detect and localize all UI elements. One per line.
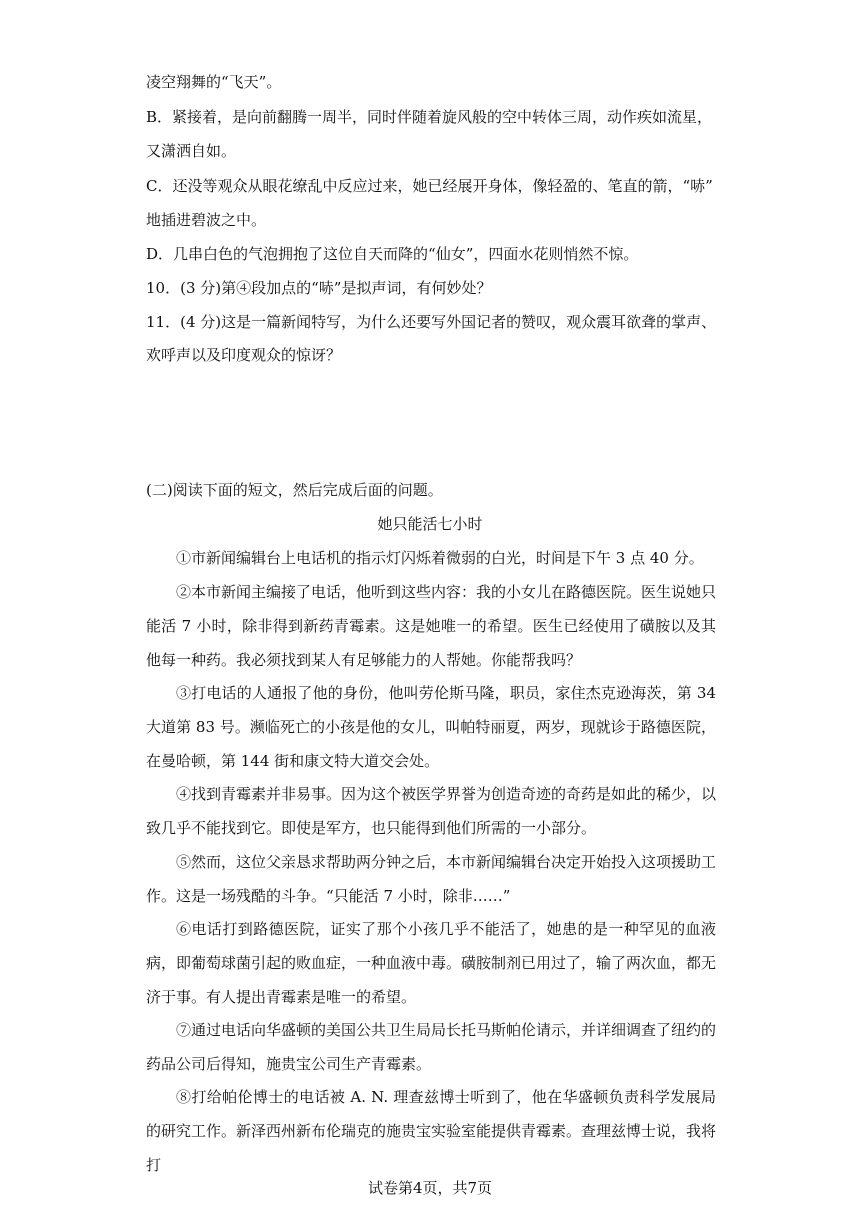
question-11: 11．(4 分)这是一篇新闻特写，为什么还要写外国记者的赞叹，观众震耳欲聋的掌声、 bbox=[146, 313, 717, 331]
option-d: D．几串白色的气泡拥抱了这位自天而降的“仙女”，四面水花则悄然不惊。 bbox=[146, 245, 639, 263]
paragraph-1: ①市新闻编辑台上电话机的指示灯闪烁着微弱的白光，时间是下午 3 点 40 分。 bbox=[176, 549, 704, 567]
section-intro: (二)阅读下面的短文，然后完成后面的问题。 bbox=[146, 481, 443, 499]
paragraph-4: ④找到青霉素并非易事。因为这个被医学界誉为创造奇迹的奇药是如此的稀少，以致几乎不能找到它。即使是军方，也只能得到他们所需的一小部分。 bbox=[146, 785, 717, 837]
question-10: 10．(3 分)第④段加点的“哧”是拟声词，有何妙处？ bbox=[146, 279, 492, 297]
option-b-continuation: 又潇洒自如。 bbox=[146, 142, 237, 160]
question-11-continuation: 欢呼声以及印度观众的惊讶？ bbox=[146, 346, 342, 364]
paragraph-8: ⑧打给帕伦博士的电话被 A. N. 理查兹博士听到了，他在华盛顿负责科学发展局的研究工作。新泽西州新布伦瑞克的施贵宝实验室能提供青霉素。查理兹博士说，我将打 bbox=[146, 1088, 717, 1174]
option-c: C．还没等观众从眼花缭乱中反应过来，她已经展开身体，像轻盈的、笔直的箭，“哧” bbox=[146, 177, 713, 195]
paragraph-3: ③打电话的人通报了他的身份，他叫劳伦斯马隆，职员，家住杰克逊海茨，第 34 大道第 83 号。濒临死亡的小孩是他的女儿，叫帕特丽夏，两岁，现就诊于路德医院，在曼哈顿，第 144 街和康文特大道交会处。 bbox=[146, 684, 716, 770]
paragraph-2: ②本市新闻主编接了电话，他听到这些内容：我的小女儿在路德医院。医生说她只能活 7 小时，除非得到新药青霉素。这是她唯一的希望。医生已经使用了磺胺以及其他每一种药。我必须找到某人有足够能力的人帮她。你能帮我吗？ bbox=[146, 583, 717, 669]
option-b: B．紧接着，是向前翻腾一周半，同时伴随着旋风般的空中转体三周，动作疾如流星， bbox=[146, 108, 713, 126]
paragraph-6: ⑥电话打到路德医院，证实了那个小孩几乎不能活了，她患的是一种罕见的血液病，即葡萄球菌引起的败血症，一种血液中毒。磺胺制剂已用过了，输了两次血，都无济于事。有人提出青霉素是唯一的希望。 bbox=[146, 920, 717, 1006]
option-c-continuation: 地插进碧波之中。 bbox=[146, 211, 267, 229]
paragraph-7: ⑦通过电话向华盛顿的美国公共卫生局局长托马斯帕伦请示，并详细调查了纽约的药品公司后得知，施贵宝公司生产青霉素。 bbox=[146, 1021, 717, 1073]
option-a-continuation: 凌空翔舞的“飞天”。 bbox=[146, 73, 282, 91]
article-title: 她只能活七小时 bbox=[377, 515, 483, 533]
paragraph-5: ⑤然而，这位父亲恳求帮助两分钟之后，本市新闻编辑台决定开始投入这项援助工作。这是一场残酷的斗争。“只能活 7 小时，除非……” bbox=[146, 853, 717, 905]
page-footer: 试卷第4页，共7页 bbox=[367, 1179, 493, 1197]
